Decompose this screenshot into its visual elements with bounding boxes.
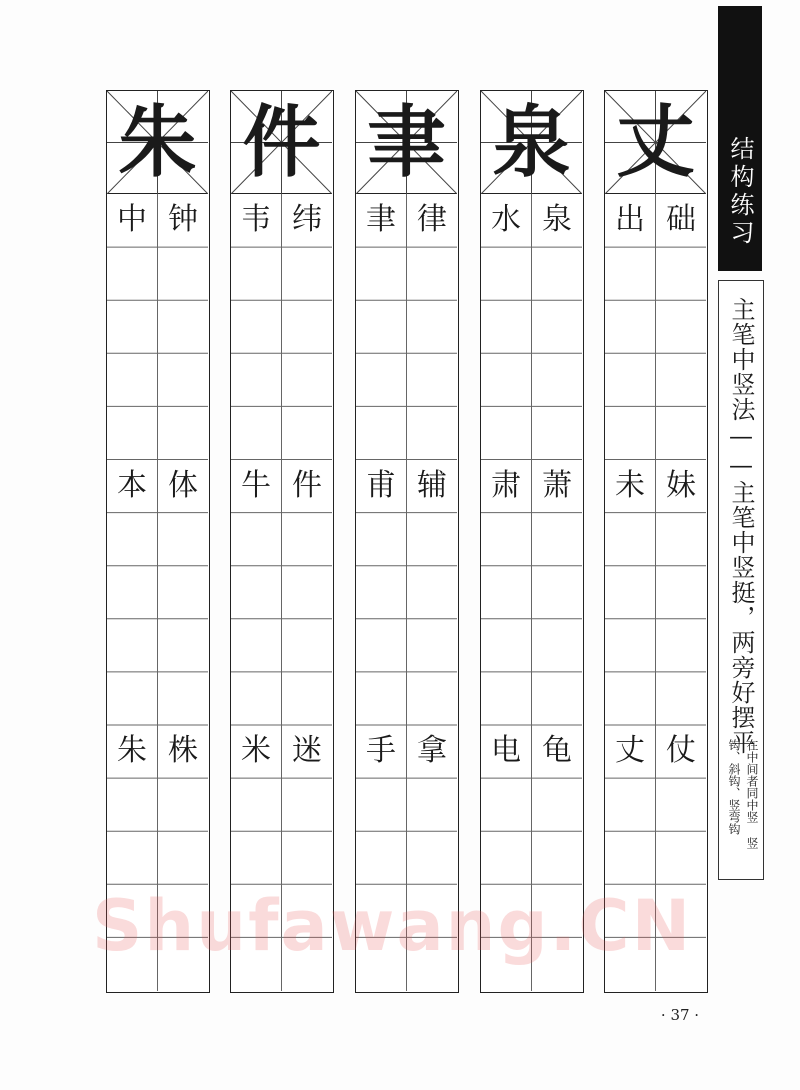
practice-column: [604, 90, 708, 993]
model-character-cell: [231, 91, 332, 194]
model-character: 朱: [118, 96, 197, 188]
page-number: · 37 ·: [660, 1006, 700, 1024]
example-character: 聿: [366, 202, 396, 237]
example-character: 钟: [168, 202, 198, 237]
example-character: 手: [366, 733, 396, 768]
example-character: 迷: [292, 733, 322, 768]
example-character: 龟: [542, 733, 572, 768]
example-character: 水: [491, 202, 521, 237]
practice-column: [355, 90, 459, 993]
model-character-cell: [356, 91, 457, 194]
model-character-cell: [107, 91, 208, 194]
side-rule-box: [718, 280, 764, 880]
watermark: Shufawang.CN: [92, 885, 693, 967]
model-character: 泉: [492, 96, 571, 188]
practice-grid: [107, 194, 208, 991]
grid-lines: [481, 194, 582, 991]
practice-grid: [231, 194, 332, 991]
example-character: 未: [615, 467, 645, 503]
model-character-cell: [605, 91, 706, 194]
example-character: 本: [117, 467, 147, 503]
practice-column: [480, 90, 584, 993]
practice-grid: [605, 194, 706, 991]
example-character: 株: [168, 733, 198, 768]
example-character: 出: [615, 202, 645, 237]
example-character: 中: [117, 202, 147, 237]
example-character: 件: [292, 467, 322, 503]
example-character: 朱: [117, 733, 147, 768]
grid-lines: [605, 194, 706, 991]
grid-lines: [231, 194, 332, 991]
example-character: 础: [666, 202, 696, 237]
section-banner-text: 结构练习: [726, 136, 754, 248]
grid-lines: [356, 194, 457, 991]
example-character: 体: [168, 467, 198, 503]
example-character: 妹: [666, 467, 696, 503]
model-character: 丈: [616, 96, 695, 188]
practice-column: [230, 90, 334, 993]
section-banner: [718, 6, 762, 271]
practice-grid: [356, 194, 457, 991]
model-character: 聿: [367, 96, 446, 188]
example-character: 米: [241, 733, 271, 768]
model-character: 件: [242, 96, 321, 188]
example-character: 律: [417, 202, 447, 237]
rule-note: 在中间者同中竖 竖钩、斜钩、竖弯钩: [727, 739, 759, 849]
example-character: 韦: [241, 202, 271, 237]
example-character: 肃: [491, 467, 521, 503]
practice-column: [106, 90, 210, 993]
example-character: 萧: [542, 467, 572, 503]
example-character: 拿: [417, 733, 447, 768]
example-character: 仗: [666, 733, 696, 768]
example-character: 电: [491, 733, 521, 768]
grid-lines: [107, 194, 208, 991]
example-character: 泉: [542, 202, 572, 237]
example-character: 丈: [615, 733, 645, 768]
example-character: 纬: [292, 202, 322, 237]
example-character: 辅: [417, 467, 447, 503]
rule-title: 主笔中竖法——主笔中竖挺，两旁好摆平: [727, 297, 755, 755]
example-character: 甫: [366, 467, 396, 503]
practice-grid: [481, 194, 582, 991]
example-character: 牛: [241, 467, 271, 503]
model-character-cell: [481, 91, 582, 194]
